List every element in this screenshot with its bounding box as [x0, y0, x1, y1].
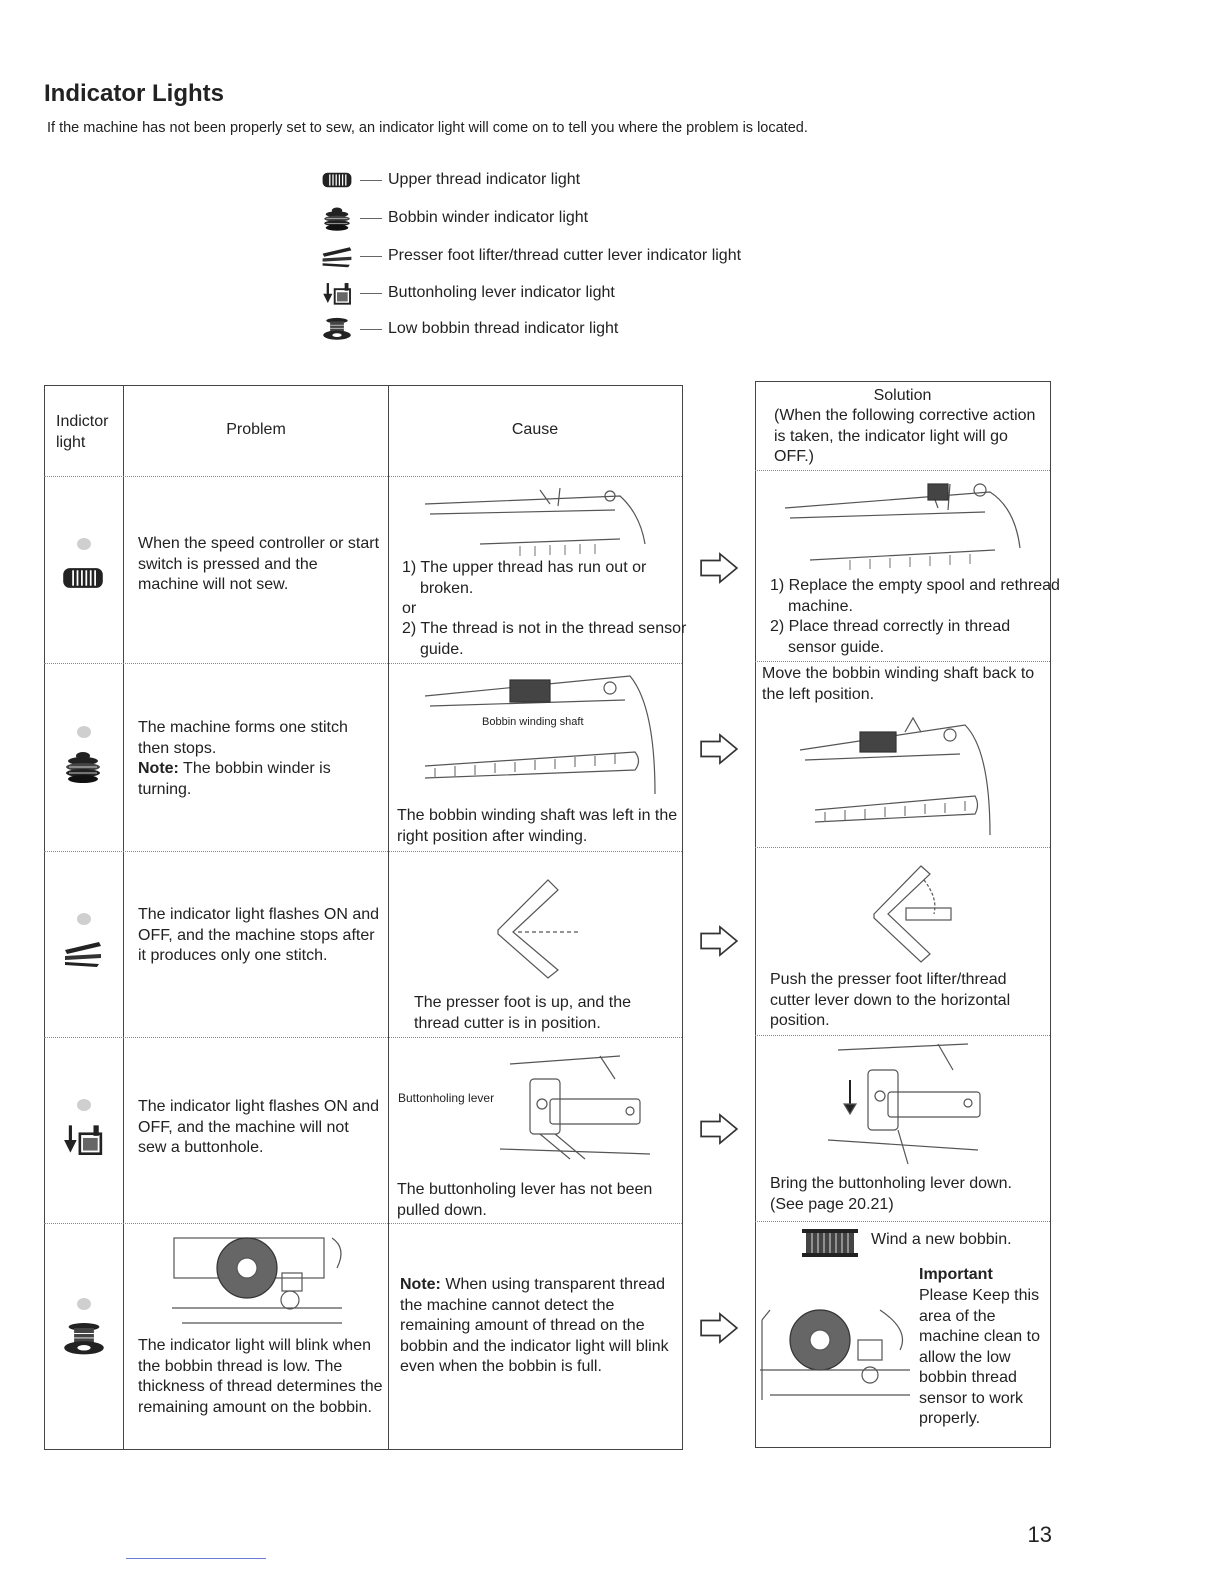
footer-divider [126, 1558, 266, 1559]
row1-solution-2: 2) Place thread correctly in thread sensor guide. [770, 618, 1011, 656]
upper-thread-icon [318, 168, 356, 192]
indicator-led [77, 1298, 91, 1310]
legend-row-upper-thread [318, 165, 580, 195]
bobbin-winder-icon [318, 204, 356, 232]
presser-foot-lever-icon [318, 244, 356, 268]
header-solution: Solution [873, 387, 932, 404]
important-label: Important [919, 1266, 993, 1283]
row5-cause-text: When using transparent thread the machine cannot detect the remaining amount of thread on the bobbin and the indicator light will blink even when the bobbin is full. [400, 1276, 669, 1375]
legend-label: Buttonholing lever indicator light [388, 284, 615, 301]
row3-problem: The indicator light flashes ON and OFF, and the machine stops after it produces only one stitch. [138, 906, 380, 964]
row1-cause-or: or [402, 600, 417, 617]
indicator-led [77, 1099, 91, 1111]
important-text: Please Keep this area of the machine clean to allow the low bobbin thread sensor to work properly. [919, 1287, 1040, 1427]
intro-text: If the machine has not been properly set to sew, an indicator light will come on to tell you where the problem is located. [47, 120, 808, 136]
row3-solution: Push the presser foot lifter/thread cutter lever down to the horizontal position. [770, 971, 1011, 1029]
row4-cause: The buttonholing lever has not been pulled down. [397, 1181, 653, 1219]
row2-solution: Move the bobbin winding shaft back to the left position. [762, 665, 1035, 703]
legend-row-low-bobbin [318, 314, 618, 344]
header-solution-subtitle: (When the following corrective action is taken, the indicator light will go OFF.) [774, 407, 1036, 465]
buttonholing-lever-icon [62, 1120, 104, 1158]
lever-down-illustration [866, 858, 966, 968]
page-number: 13 [1027, 1522, 1052, 1547]
right-arrow-icon [699, 552, 739, 584]
low-bobbin-icon [62, 1320, 106, 1358]
machine-top-illustration [780, 478, 1030, 578]
row2-cause: The bobbin winding shaft was left in the right position after winding. [397, 807, 678, 845]
machine-top-illustration [420, 484, 650, 564]
header-cause: Cause [511, 421, 559, 438]
row1-cause-2: 2) The thread is not in the thread sensor guide. [402, 620, 687, 658]
bobbin-area-illustration [760, 1300, 918, 1410]
legend-label: Upper thread indicator light [388, 171, 581, 188]
indicator-led [77, 538, 91, 550]
row4-solution-2: (See page 20.21) [770, 1196, 894, 1213]
note-label: Note: [400, 1276, 441, 1293]
right-arrow-icon [699, 925, 739, 957]
legend-row-presser-foot [318, 241, 741, 271]
bobbin-shaft-label: Bobbin winding shaft [482, 716, 584, 728]
header-problem: Problem [226, 421, 286, 438]
bobbin-area-illustration [172, 1228, 352, 1333]
lever-up-illustration [488, 870, 588, 980]
buttonholing-lever-label: Buttonholing lever [398, 1091, 495, 1105]
buttonhole-foot-illustration [500, 1054, 660, 1164]
row2-note-text: The bobbin winder is turning. [138, 760, 331, 798]
row4-problem: The indicator light flashes ON and OFF, and the machine will not sew a buttonhole. [138, 1098, 380, 1156]
bobbin-shaft-illustration [420, 666, 660, 796]
right-arrow-icon [699, 1312, 739, 1344]
right-arrow-icon [699, 733, 739, 765]
legend-row-buttonholing [318, 278, 615, 308]
row1-problem: When the speed controller or start switch is pressed and the machine will not sew. [138, 535, 380, 593]
page-title: Indicator Lights [44, 80, 224, 107]
indicator-led [77, 913, 91, 925]
row2-note [138, 759, 380, 800]
row5-cause [400, 1275, 676, 1378]
bobbin-shaft-illustration [790, 710, 1010, 840]
wind-bobbin-icon [800, 1227, 860, 1259]
row1-cause-1: 1) The upper thread has run out or broken. [402, 559, 647, 597]
row4-solution-1: Bring the buttonholing lever down. [770, 1175, 1012, 1192]
presser-foot-lever-icon [63, 938, 103, 968]
buttonhole-foot-illustration [828, 1040, 988, 1165]
upper-thread-icon [61, 561, 105, 595]
row3-cause: The presser foot is up, and the thread cutter is in position. [414, 994, 632, 1032]
legend-label: Low bobbin thread indicator light [388, 320, 619, 337]
right-arrow-icon [699, 1113, 739, 1145]
row1-solution-1: 1) Replace the empty spool and rethread machine. [770, 577, 1060, 615]
low-bobbin-icon [318, 316, 356, 342]
legend-label: Bobbin winder indicator light [388, 209, 589, 226]
legend-row-bobbin-winder [318, 203, 588, 233]
note-label: Note: [138, 760, 179, 777]
indicator-led [77, 726, 91, 738]
buttonholing-lever-icon [318, 280, 356, 306]
legend-label: Presser foot lifter/thread cutter lever indicator light [388, 247, 742, 264]
header-indicator-light: Indictor light [56, 413, 109, 451]
row2-problem: The machine forms one stitch then stops. [138, 719, 348, 757]
bobbin-winder-icon [63, 748, 103, 784]
row5-solution: Wind a new bobbin. [871, 1231, 1012, 1248]
row5-problem: The indicator light will blink when the bobbin thread is low. The thickness of thread determines the remaining amount on the bobbin. [138, 1337, 383, 1416]
